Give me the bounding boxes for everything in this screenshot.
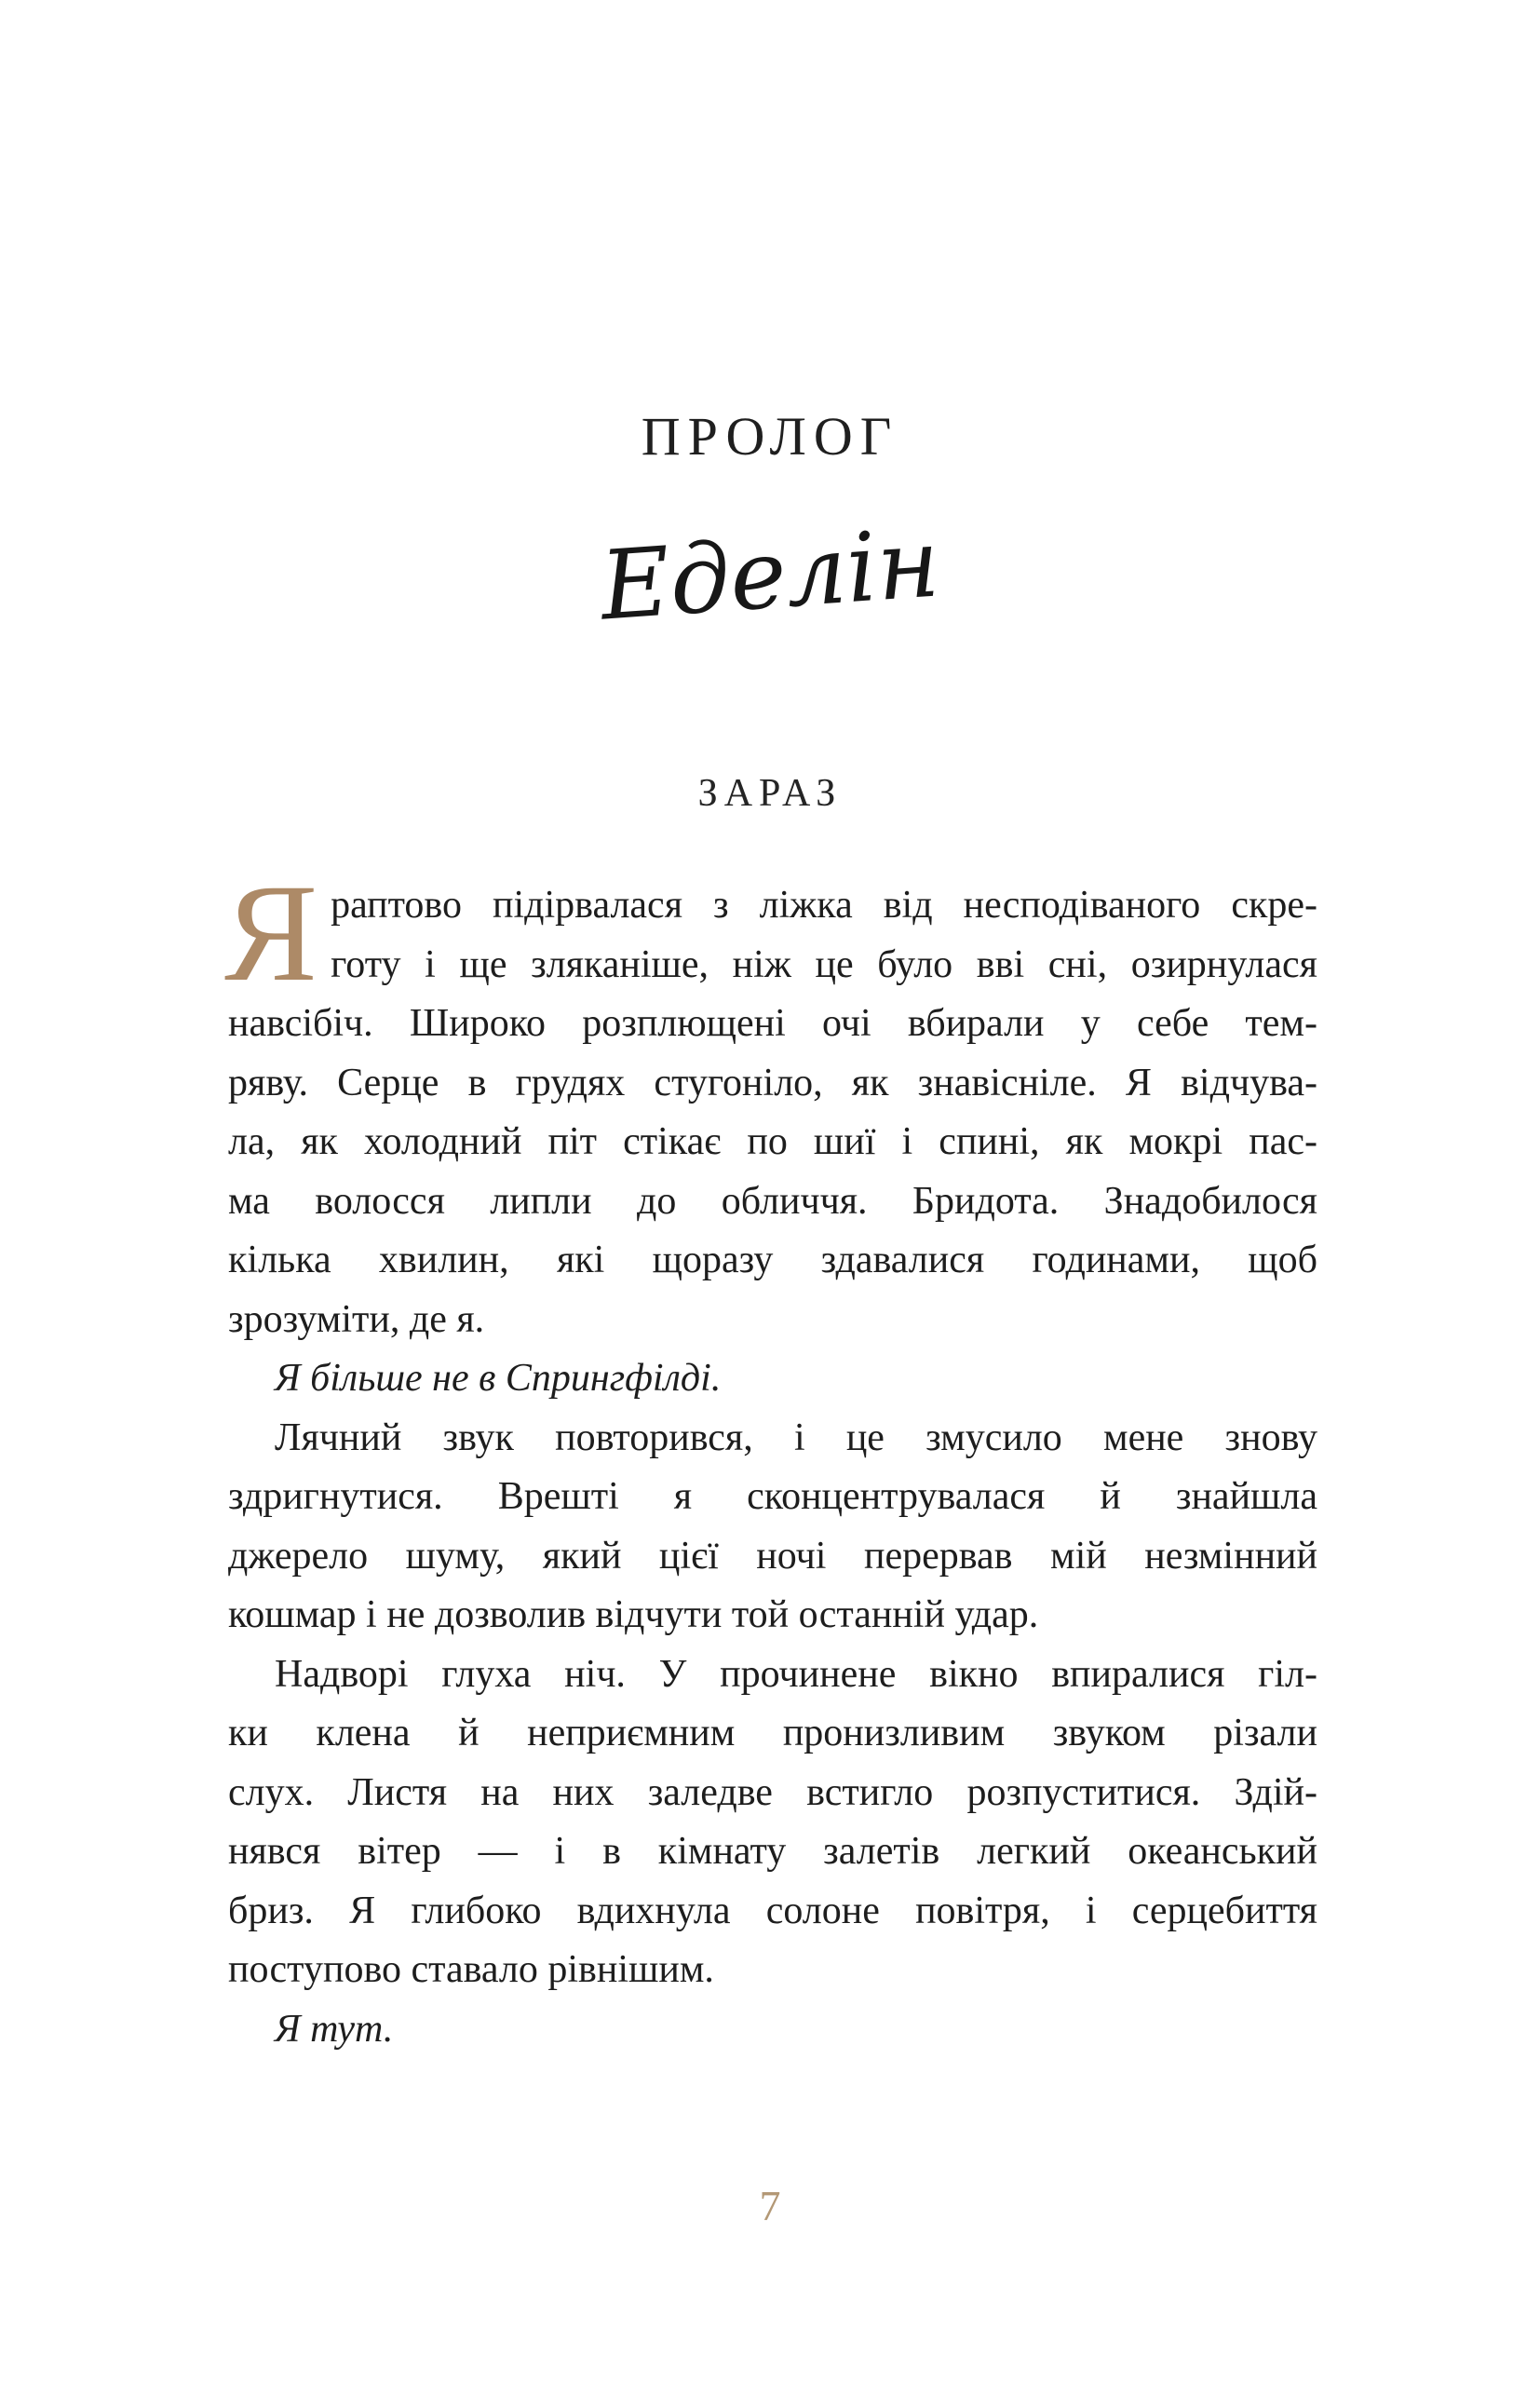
text-line: Я тут. [275,2007,394,2051]
body-text [224,856,1317,2059]
text-line: ла, як холодний піт стікає по шиї і спині, як мокрі пас- [228,1120,1317,1163]
chapter-pov-name: Еделін [597,508,943,643]
paragraph [224,856,1317,1349]
text-line: Лячний звук повторився, і це змусило мене знову [275,1416,1317,1459]
text-line: кошмар і не дозволив відчути той останній удар. [228,1593,1039,1636]
text-line: раптово підірвалася з ліжка від несподіваного скре- [331,884,1317,927]
paragraph [228,1646,1317,2000]
text-line: навсібіч. Широко розплющені очі вбирали у себе тем- [228,1002,1317,1045]
section-label: ЗАРАЗ [697,772,843,815]
text-line: Я більше не в Спрингфілді. [275,1357,722,1400]
text-line: ряву. Серце в грудях стугоніло, як знавісніле. Я відчува- [228,1061,1317,1104]
paragraph [228,2000,1317,2060]
text-line: слух. Листя на них заледве встигло розпуститися. Здій- [228,1770,1317,1814]
prologue-heading: ПРОЛОГ [641,406,899,467]
text-line: ма волосся липли до обличчя. Бридота. Знадобилося [228,1179,1317,1223]
text-line: джерело шуму, який цієї ночі перервав мій незмінний [228,1534,1317,1578]
drop-cap: Я [224,856,318,1010]
text-line: поступово ставало рівнішим. [228,1948,714,1991]
text-line: нявся вітер — і в кімнату залетів легкий океанський [228,1830,1317,1873]
text-line: кілька хвилин, які щоразу здавалися годинами, щоб [228,1239,1317,1281]
text-line: здригнутися. Врешті я сконцентрувалася й знайшла [228,1475,1317,1518]
text-line: ки клена й неприємним пронизливим звуком різали [228,1712,1317,1754]
text-line: бриз. Я глибоко вдихнула солоне повітря, і серцебиття [228,1889,1317,1932]
paragraph [228,1349,1317,1409]
text-line: Надворі глуха ніч. У прочинене вікно впиралися гіл- [275,1652,1317,1696]
page-number: 7 [759,2182,781,2229]
text-line: зрозуміти, де я. [228,1297,485,1341]
text-line: готу і ще зляканіше, ніж це було вві сні, озирнулася [331,942,1317,986]
paragraph [228,1409,1317,1646]
